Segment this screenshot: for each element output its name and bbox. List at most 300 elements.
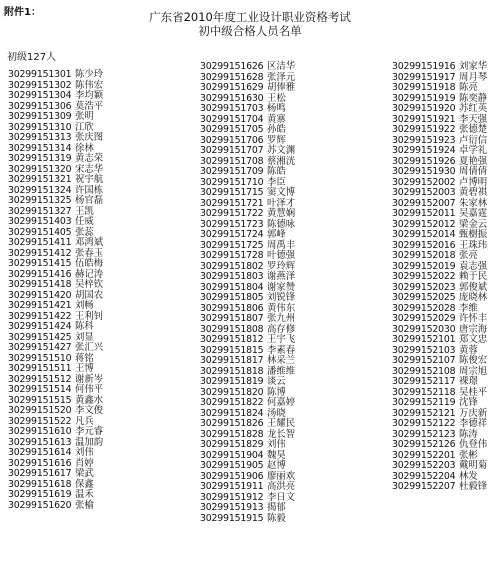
candidate-id: 30299151805 xyxy=(200,292,264,303)
candidate-name: 张榆 xyxy=(75,499,94,511)
candidate-id: 30299151304 xyxy=(8,90,72,101)
list-row xyxy=(8,217,103,228)
list-row xyxy=(8,469,103,480)
candidate-id: 30299151510 xyxy=(8,352,72,364)
list-row xyxy=(200,104,295,115)
candidate-name: 袁志强 xyxy=(459,260,488,272)
candidate-name: 王利钊 xyxy=(75,310,104,322)
name-list-column-1 xyxy=(8,70,103,511)
candidate-id: 30299151403 xyxy=(8,216,72,227)
candidate-id: 30299152204 xyxy=(392,470,456,482)
candidate-name: 陈毅 xyxy=(267,512,286,524)
grade-count-label: 初级127人 xyxy=(7,52,57,63)
candidate-id: 30299151924 xyxy=(392,145,456,156)
candidate-id: 30299152207 xyxy=(392,481,456,492)
candidate-name: 王博 xyxy=(75,363,94,374)
candidate-id: 30299151920 xyxy=(392,103,456,114)
candidate-name: 谢新岑 xyxy=(75,373,104,385)
candidate-id: 30299151918 xyxy=(392,82,456,93)
candidate-name: 窦文博 xyxy=(267,187,296,198)
candidate-name: 张庆图 xyxy=(75,132,104,143)
candidate-name: 张亮 xyxy=(459,250,478,261)
candidate-name: 甄樹振 xyxy=(459,229,488,240)
candidate-id: 30299151905 xyxy=(200,460,264,471)
candidate-name: 郭峰 xyxy=(267,229,286,240)
candidate-id: 30299151917 xyxy=(392,71,456,83)
candidate-id: 30299151617 xyxy=(8,468,72,479)
candidate-id: 30299151626 xyxy=(200,61,264,72)
candidate-id: 30299151707 xyxy=(200,145,264,156)
candidate-name: 张泽元 xyxy=(267,71,296,83)
candidate-name: 陈亮 xyxy=(459,82,478,93)
candidate-name: 刘家华 xyxy=(459,61,488,72)
candidate-name: 谈云 xyxy=(267,376,286,387)
list-row xyxy=(200,503,295,514)
list-row xyxy=(392,335,487,346)
list-row xyxy=(200,293,295,304)
candidate-id: 30299152016 xyxy=(392,239,456,251)
list-row xyxy=(8,343,103,354)
candidate-name: 保鑫 xyxy=(75,478,94,490)
candidate-id: 30299151614 xyxy=(8,447,72,458)
candidate-id: 30299152003 xyxy=(392,187,456,198)
candidate-id: 30299151706 xyxy=(200,134,264,146)
candidate-id: 30299151324 xyxy=(8,184,72,196)
list-row xyxy=(8,112,103,123)
candidate-name: 何伟平 xyxy=(75,384,104,395)
candidate-id: 30299151327 xyxy=(8,205,72,217)
candidate-id: 30299151913 xyxy=(200,502,264,513)
candidate-name: 伍皓梅 xyxy=(75,258,104,269)
candidate-name: 赵博 xyxy=(267,460,286,471)
candidate-name: 李维 xyxy=(459,302,478,314)
candidate-name: 黄蓉 xyxy=(459,344,478,356)
candidate-id: 30299151922 xyxy=(392,124,456,135)
candidate-name: 刘锐锋 xyxy=(267,292,296,303)
candidate-id: 30299151806 xyxy=(200,302,264,314)
candidate-name: 苏红英 xyxy=(459,103,488,114)
candidate-id: 30299151421 xyxy=(8,300,72,311)
list-row xyxy=(392,104,487,115)
candidate-name: 孙皓 xyxy=(267,124,286,135)
candidate-name: 廖丽欢 xyxy=(267,470,296,482)
candidate-name: 黄碧祺 xyxy=(459,187,488,198)
candidate-name: 周禹丰 xyxy=(267,239,296,251)
candidate-name: 李天强 xyxy=(459,113,488,125)
list-row xyxy=(8,322,103,333)
list-row xyxy=(392,251,487,262)
candidate-id: 30299151705 xyxy=(200,124,264,135)
list-row xyxy=(200,335,295,346)
list-row xyxy=(200,83,295,94)
list-row xyxy=(392,62,487,73)
list-row xyxy=(200,62,295,73)
candidate-id: 30299152108 xyxy=(392,365,456,377)
candidate-id: 30299151618 xyxy=(8,478,72,490)
candidate-id: 30299151306 xyxy=(8,100,72,112)
candidate-id: 30299151912 xyxy=(200,491,264,503)
candidate-name: 周月琴 xyxy=(459,71,488,83)
candidate-name: 肖婷 xyxy=(75,457,94,469)
candidate-name: 庞晓林 xyxy=(459,292,488,303)
candidate-id: 30299152117 xyxy=(392,376,456,387)
candidate-name: 夏艳强 xyxy=(459,155,488,167)
candidate-id: 30299151915 xyxy=(200,512,264,524)
list-row xyxy=(200,251,295,262)
candidate-id: 30299151412 xyxy=(8,247,72,259)
list-row xyxy=(200,146,295,157)
candidate-name: 万庆新 xyxy=(459,407,488,419)
candidate-id: 30299151906 xyxy=(200,470,264,482)
name-list-column-3 xyxy=(392,62,487,493)
candidate-name: 卓学礼 xyxy=(459,145,488,156)
candidate-id: 30299151812 xyxy=(200,334,264,345)
candidate-id: 30299151319 xyxy=(8,153,72,164)
candidate-name: 杨官磊 xyxy=(75,195,104,206)
candidate-id: 30299151314 xyxy=(8,142,72,154)
candidate-name: 汤晓 xyxy=(267,407,286,419)
candidate-id: 30299151803 xyxy=(200,271,264,282)
candidate-id: 30299151721 xyxy=(200,197,264,209)
candidate-name: 江欣 xyxy=(75,121,94,133)
list-row xyxy=(8,259,103,270)
candidate-name: 宋志华 xyxy=(75,163,104,175)
candidate-name: 李素春 xyxy=(267,344,296,356)
candidate-id: 30299151425 xyxy=(8,331,72,343)
candidate-name: 周倩倩 xyxy=(459,166,488,177)
candidate-id: 30299151704 xyxy=(200,113,264,125)
candidate-name: 陈俊宏 xyxy=(459,355,488,366)
candidate-id: 30299151313 xyxy=(8,132,72,143)
candidate-id: 30299152203 xyxy=(392,460,456,471)
candidate-name: 卢衍信 xyxy=(459,134,488,146)
candidate-id: 30299151628 xyxy=(200,71,264,83)
list-row xyxy=(8,448,103,459)
candidate-id: 30299152126 xyxy=(392,439,456,450)
list-row xyxy=(200,356,295,367)
candidate-name: 唐宗海 xyxy=(459,323,488,335)
candidate-id: 30299151710 xyxy=(200,176,264,188)
candidate-name: 张明 xyxy=(75,111,94,122)
candidate-id: 30299151808 xyxy=(200,323,264,335)
list-row xyxy=(392,188,487,199)
candidate-id: 30299151911 xyxy=(200,481,264,492)
candidate-name: 龙长智 xyxy=(267,428,296,440)
list-row xyxy=(392,398,487,409)
candidate-name: 许国栋 xyxy=(75,184,104,196)
candidate-id: 30299151310 xyxy=(8,121,72,133)
candidate-id: 30299151923 xyxy=(392,134,456,146)
candidate-id: 30299151405 xyxy=(8,226,72,238)
list-row xyxy=(392,461,487,472)
list-row xyxy=(200,440,295,451)
candidate-name: 黄鑫水 xyxy=(75,394,104,406)
candidate-id: 30299151926 xyxy=(392,155,456,167)
candidate-name: 仇登伟 xyxy=(459,439,488,450)
candidate-name: 陈涛 xyxy=(459,428,478,440)
candidate-name: 李均颖 xyxy=(75,90,104,101)
candidate-id: 30299151325 xyxy=(8,195,72,206)
candidate-id: 30299152123 xyxy=(392,428,456,440)
list-row xyxy=(200,514,295,525)
candidate-id: 30299151514 xyxy=(8,384,72,395)
candidate-id: 30299151822 xyxy=(200,397,264,408)
name-list-column-2 xyxy=(200,62,295,524)
list-row xyxy=(8,238,103,249)
candidate-id: 30299151302 xyxy=(8,79,72,91)
candidate-id: 30299151802 xyxy=(200,260,264,272)
candidate-name: 吴桂平 xyxy=(459,386,488,398)
candidate-name: 王珠玮 xyxy=(459,239,488,251)
list-row xyxy=(200,188,295,199)
list-row xyxy=(392,83,487,94)
candidate-name: 张蕊 xyxy=(75,226,94,238)
candidate-id: 30299151708 xyxy=(200,155,264,167)
candidate-id: 30299152014 xyxy=(392,229,456,240)
candidate-name: 蔡湘洸 xyxy=(267,155,296,167)
candidate-id: 30299152119 xyxy=(392,397,456,408)
candidate-name: 徐林 xyxy=(75,142,94,154)
candidate-id: 30299152107 xyxy=(392,355,456,366)
candidate-name: 叶泽才 xyxy=(267,197,296,209)
candidate-name: 林发 xyxy=(459,470,478,482)
candidate-id: 30299151619 xyxy=(8,489,72,500)
list-row xyxy=(392,167,487,178)
candidate-id: 30299151819 xyxy=(200,376,264,387)
candidate-id: 30299151829 xyxy=(200,439,264,450)
candidate-id: 30299151820 xyxy=(200,386,264,398)
candidate-name: 张春玉 xyxy=(75,247,104,259)
candidate-id: 30299151824 xyxy=(200,407,264,419)
candidate-name: 吴嘉霆 xyxy=(459,208,488,219)
candidate-name: 邓鸿斌 xyxy=(75,237,104,248)
list-row xyxy=(8,490,103,501)
candidate-name: 郭俊斌 xyxy=(459,281,488,293)
candidate-name: 吴梓钦 xyxy=(75,279,104,290)
candidate-name: 张九州 xyxy=(267,313,296,324)
candidate-name: 卢博明 xyxy=(459,176,488,188)
list-row xyxy=(392,482,487,493)
candidate-id: 30299151613 xyxy=(8,436,72,448)
attachment-label: 附件1： xyxy=(4,7,41,18)
candidate-id: 30299151411 xyxy=(8,237,72,248)
candidate-id: 30299151804 xyxy=(200,281,264,293)
candidate-name: 黄志荣 xyxy=(75,153,104,164)
candidate-name: 胡俸雅 xyxy=(267,82,296,93)
list-row xyxy=(200,482,295,493)
list-row xyxy=(392,272,487,283)
list-row xyxy=(392,356,487,367)
candidate-id: 30299151301 xyxy=(8,69,72,80)
candidate-id: 30299152007 xyxy=(392,197,456,209)
candidate-id: 30299151522 xyxy=(8,415,72,427)
candidate-name: 黄慧娴 xyxy=(267,208,296,219)
candidate-name: 林采兰 xyxy=(267,355,296,366)
candidate-id: 30299151427 xyxy=(8,342,72,353)
list-row xyxy=(8,154,103,165)
candidate-id: 30299151320 xyxy=(8,163,72,175)
candidate-name: 张彬 xyxy=(459,449,478,461)
candidate-name: 李臣 xyxy=(267,176,286,188)
candidate-id: 30299151904 xyxy=(200,449,264,461)
candidate-id: 30299151715 xyxy=(200,187,264,198)
list-row xyxy=(8,385,103,396)
candidate-id: 30299152022 xyxy=(392,271,456,282)
candidate-name: 朱家林 xyxy=(459,197,488,209)
list-row xyxy=(8,196,103,207)
candidate-id: 30299151610 xyxy=(8,426,72,437)
candidate-id: 30299151629 xyxy=(200,82,264,93)
candidate-name: 任威 xyxy=(75,216,94,227)
candidate-name: 苏文渊 xyxy=(267,145,296,156)
candidate-id: 30299151817 xyxy=(200,355,264,366)
list-row xyxy=(200,377,295,388)
candidate-name: 李文俊 xyxy=(75,405,104,416)
list-row xyxy=(392,146,487,157)
list-row xyxy=(200,230,295,241)
candidate-name: 赫记涛 xyxy=(75,268,104,280)
candidate-name: 罗辉 xyxy=(267,134,286,146)
list-row xyxy=(8,133,103,144)
candidate-name: 张德楚 xyxy=(459,124,488,135)
candidate-id: 30299152019 xyxy=(392,260,456,272)
list-row xyxy=(392,125,487,136)
candidate-id: 30299152028 xyxy=(392,302,456,314)
candidate-name: 杨鸣 xyxy=(267,103,286,114)
list-row xyxy=(392,419,487,430)
list-row xyxy=(200,461,295,472)
candidate-id: 30299151722 xyxy=(200,208,264,219)
list-row xyxy=(8,301,103,312)
candidate-id: 30299151418 xyxy=(8,279,72,290)
candidate-name: 胡国农 xyxy=(75,289,104,301)
candidate-name: 魏昊 xyxy=(267,449,286,461)
candidate-name: 黄寨 xyxy=(267,113,286,125)
candidate-name: 杜毅锋 xyxy=(459,481,488,492)
candidate-id: 30299151515 xyxy=(8,394,72,406)
candidate-name: 王松 xyxy=(267,92,286,104)
candidate-id: 30299152118 xyxy=(392,386,456,398)
candidate-name: 李日文 xyxy=(267,491,296,503)
list-row xyxy=(8,280,103,291)
candidate-id: 30299151424 xyxy=(8,321,72,332)
candidate-name: 刘伟 xyxy=(267,439,286,450)
candidate-name: 李德祥 xyxy=(459,418,488,429)
candidate-id: 30299151616 xyxy=(8,457,72,469)
candidate-id: 30299151815 xyxy=(200,344,264,356)
candidate-name: 沈锋 xyxy=(459,397,478,408)
candidate-id: 30299151620 xyxy=(8,499,72,511)
candidate-id: 30299151321 xyxy=(8,174,72,185)
list-row xyxy=(392,314,487,325)
candidate-id: 30299152002 xyxy=(392,176,456,188)
candidate-name: 揭郁 xyxy=(267,502,286,513)
list-row xyxy=(200,167,295,178)
candidate-name: 刘畅 xyxy=(75,300,94,311)
candidate-id: 30299151826 xyxy=(200,418,264,429)
list-row xyxy=(200,419,295,430)
list-row xyxy=(392,440,487,451)
candidate-id: 30299151818 xyxy=(200,365,264,377)
candidate-name: 陈皓 xyxy=(267,166,286,177)
list-row xyxy=(8,406,103,417)
candidate-id: 30299152201 xyxy=(392,449,456,461)
candidate-name: 莫浩平 xyxy=(75,100,104,112)
candidate-id: 30299151725 xyxy=(200,239,264,251)
candidate-name: 郑文忠 xyxy=(459,334,488,345)
candidate-name: 谢燕泽 xyxy=(267,271,296,282)
candidate-name: 温加韵 xyxy=(75,436,104,448)
candidate-name: 陈德咏 xyxy=(267,218,296,230)
candidate-id: 30299151916 xyxy=(392,61,456,72)
candidate-id: 30299151807 xyxy=(200,313,264,324)
candidate-id: 30299151416 xyxy=(8,268,72,280)
candidate-name: 李元睿 xyxy=(75,426,104,437)
candidate-name: 区洁华 xyxy=(267,61,296,72)
candidate-id: 30299152030 xyxy=(392,323,456,335)
list-row xyxy=(200,209,295,220)
candidate-id: 30299151709 xyxy=(200,166,264,177)
list-row xyxy=(392,209,487,220)
document-title: 广东省2010年度工业设计职业资格考试 xyxy=(149,10,351,24)
list-row xyxy=(200,272,295,283)
candidate-name: 王凯 xyxy=(75,205,94,217)
candidate-name: 黄伟东 xyxy=(267,302,296,314)
candidate-name: 潘维维 xyxy=(267,365,296,377)
candidate-name: 梁武 xyxy=(75,468,94,479)
candidate-name: 谢家赞 xyxy=(267,281,296,293)
candidate-name: 凡兵 xyxy=(75,415,94,427)
candidate-name: 祝宇航 xyxy=(75,174,104,185)
list-row xyxy=(8,427,103,438)
candidate-name: 刘显 xyxy=(75,331,94,343)
candidate-name: 蒋铭 xyxy=(75,352,94,364)
candidate-name: 陈科 xyxy=(75,321,94,332)
candidate-name: 许怀丰 xyxy=(459,313,488,324)
candidate-name: 温禾 xyxy=(75,489,94,500)
candidate-id: 30299151724 xyxy=(200,229,264,240)
candidate-name: 张汇兴 xyxy=(75,342,104,353)
candidate-name: 裸璟 xyxy=(459,376,478,387)
candidate-id: 30299151921 xyxy=(392,113,456,125)
candidate-name: 叶德强 xyxy=(267,250,296,261)
candidate-name: 王宇飞 xyxy=(267,334,296,345)
candidate-id: 30299152101 xyxy=(392,334,456,345)
candidate-id: 30299152029 xyxy=(392,313,456,324)
candidate-name: 高存修 xyxy=(267,323,296,335)
list-row xyxy=(392,293,487,304)
candidate-name: 陈少玲 xyxy=(75,69,104,80)
candidate-id: 30299152012 xyxy=(392,218,456,230)
list-row xyxy=(392,230,487,241)
candidate-id: 30299151828 xyxy=(200,428,264,440)
candidate-name: 高洪亮 xyxy=(267,481,296,492)
candidate-id: 30299151930 xyxy=(392,166,456,177)
candidate-id: 30299151512 xyxy=(8,373,72,385)
candidate-id: 30299152121 xyxy=(392,407,456,419)
list-row xyxy=(8,175,103,186)
candidate-id: 30299152103 xyxy=(392,344,456,356)
candidate-id: 30299151309 xyxy=(8,111,72,122)
candidate-id: 30299151703 xyxy=(200,103,264,114)
candidate-id: 30299151420 xyxy=(8,289,72,301)
candidate-name: 陈奕静 xyxy=(459,92,488,104)
candidate-id: 30299151520 xyxy=(8,405,72,416)
list-row xyxy=(8,91,103,102)
candidate-id: 30299152122 xyxy=(392,418,456,429)
candidate-name: 戴明菊 xyxy=(459,460,488,471)
candidate-id: 30299151422 xyxy=(8,310,72,322)
